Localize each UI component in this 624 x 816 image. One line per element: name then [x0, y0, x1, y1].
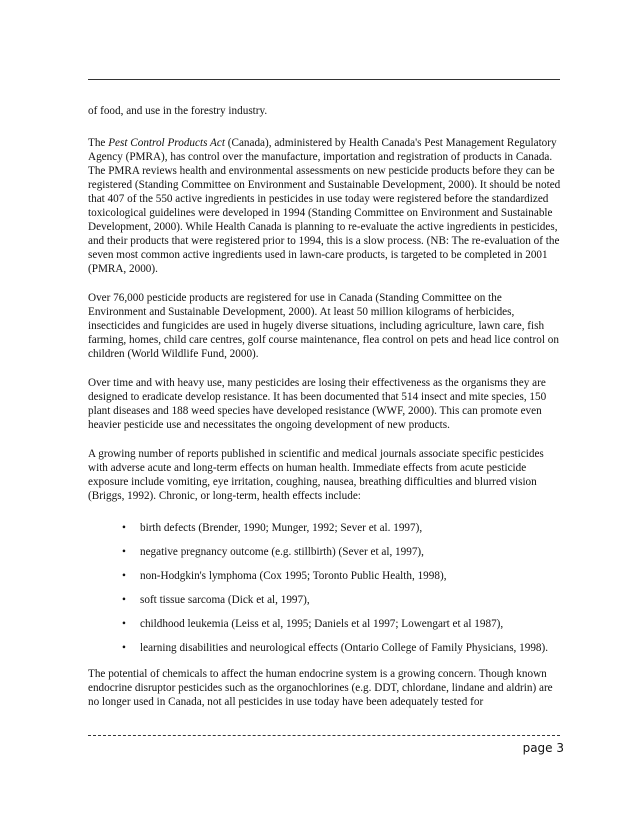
list-item: [88, 617, 562, 631]
list-item-text: childhood leukemia (Leiss et al, 1995; Daniels et al 1997; Lowengart et al 1987),: [140, 618, 504, 630]
list-item-text: soft tissue sarcoma (Dick et al, 1997),: [140, 594, 310, 606]
page-body: [88, 104, 562, 709]
list-item: [88, 521, 562, 535]
page-number: page 3: [522, 741, 564, 755]
health-effects-list: [88, 521, 562, 655]
bullet-icon: •: [122, 570, 126, 582]
bullet-icon: •: [122, 618, 126, 630]
bullet-icon: •: [122, 642, 126, 654]
paragraph-resistance: Over time and with heavy use, many pesticides are losing their effectiveness as the organisms they are designed to eradicate develop resistance. It has been documented that 514 insect and mite species, 150 plant diseases and 188 weed species have developed resistance (WWF, 2000). This can promote even heavier pesticide use and necessitates the ongoing development of new products.: [88, 377, 547, 431]
bullet-icon: •: [122, 522, 126, 534]
footer-rule: [88, 735, 560, 736]
list-item-text: non-Hodgkin's lymphoma (Cox 1995; Toronto Public Health, 1998),: [140, 570, 447, 582]
act-title: Pest Control Products Act: [108, 137, 225, 149]
paragraph-product-registration: Over 76,000 pesticide products are registered for use in Canada (Standing Committee on the Environment and Sustainable Development, 2000). At least 50 million kilograms of herbicides, insecticides and fungicides are used in hugely diverse situations, including agriculture, lawn care, fish farming, homes, child care centres, golf course maintenance, flea control on pets and head lice control on children (World Wildlife Fund, 2000).: [88, 292, 559, 360]
list-item: [88, 593, 562, 607]
paragraph-health-effects: A growing number of reports published in scientific and medical journals associate specific pesticides with adverse acute and long-term effects on human health. Immediate effects from acute pesticide exposure include vomiting, eye irritation, coughing, nausea, breathing difficulties and blurred vision (Briggs, 1992). Chronic, or long-term, health effects include:: [88, 448, 544, 502]
bullet-icon: •: [122, 594, 126, 606]
list-item-text: birth defects (Brender, 1990; Munger, 1992; Sever et al. 1997),: [140, 522, 423, 534]
list-item: [88, 641, 562, 655]
header-rule: [88, 79, 560, 80]
list-item: [88, 545, 562, 559]
list-item-text: learning disabilities and neurological effects (Ontario College of Family Physicians, 1998).: [140, 642, 549, 654]
list-item-text: negative pregnancy outcome (e.g. stillbirth) (Sever et al, 1997),: [140, 546, 424, 558]
paragraph-endocrine: The potential of chemicals to affect the human endocrine system is a growing concern. Though known endocrine disruptor pesticides such as the organochlorines (e.g. DDT, chlordane, lindane and aldrin) are no longer used in Canada, not all pesticides in use today have been adequately tested for: [88, 668, 553, 708]
bullet-icon: •: [122, 546, 126, 558]
paragraph-prefix: The: [88, 137, 109, 149]
paragraph-pcp-act: [88, 136, 562, 276]
list-item: [88, 569, 562, 583]
paragraph-pcp-act-text: (Canada), administered by Health Canada's Pest Management Regulatory Agency (PMRA), has control over the manufacture, importation and registration of products in Canada. The PMRA reviews health and environmental assessments on new pesticide products before they can be registered (Standing Committee on Environment and Sustainable Development, 2000). It should be noted that 407 of the 550 active ingredients in pesticides in use today were registered before the standardized toxicological guidelines were developed in 1994 (Standing Committee on Environment and Sustainable Development, 2000). While Health Canada is planning to re-evaluate the active ingredients in pesticides, and their products that were registered prior to 1994, this is a slow process. (NB: The re-evaluation of the seven most common active ingredients used in lawn-care products, is targeted to be completed in 2001 (PMRA, 2000).: [88, 137, 561, 275]
paragraph-continuation: of food, and use in the forestry industry.: [88, 105, 268, 117]
